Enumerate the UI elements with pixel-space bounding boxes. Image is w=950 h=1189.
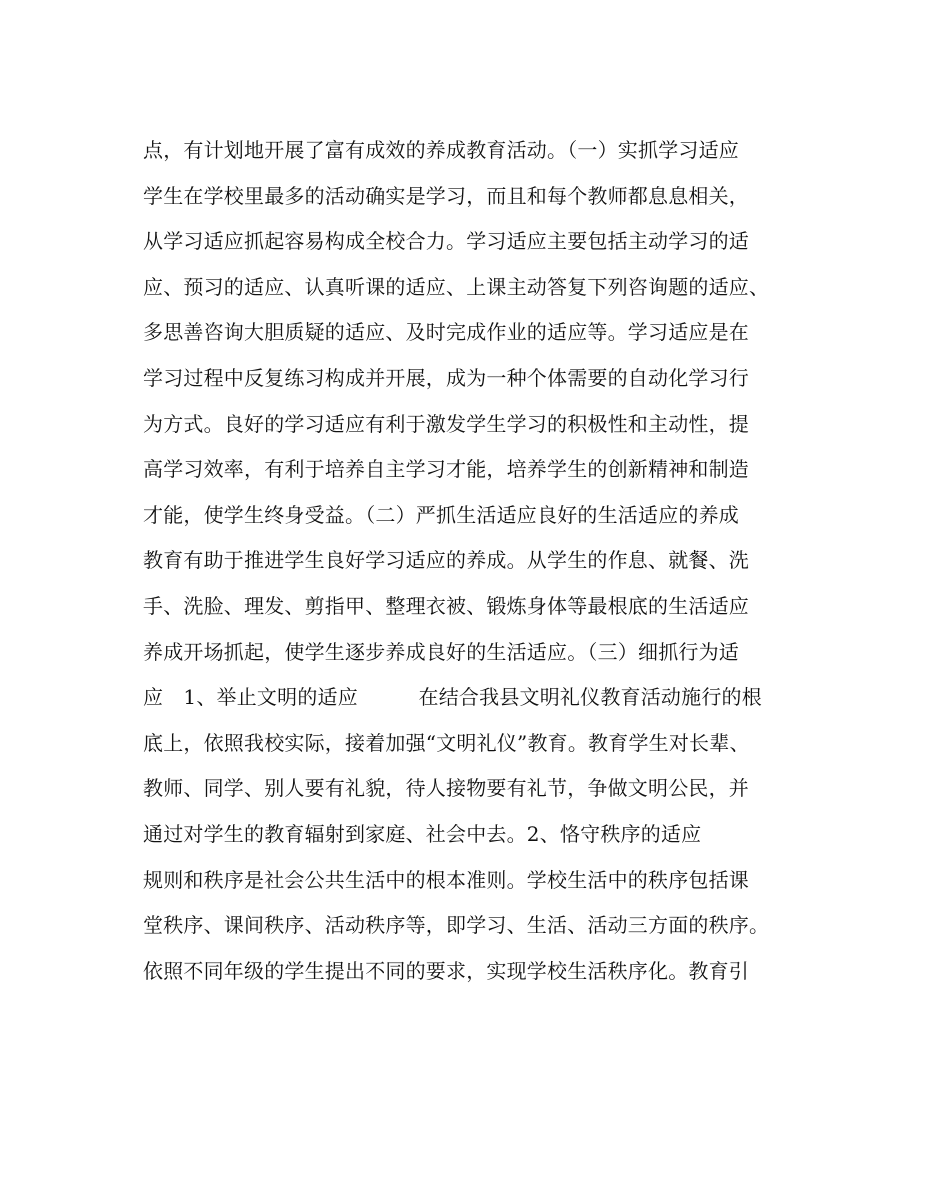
text-line-9: 才能，使学生终身受益。（二）严抓生活适应良好的生活适应的养成 [143,502,739,527]
text-line-13: 应 1、举止文明的适应 在结合我县文明礼仪教育活动施行的根 [143,685,762,710]
text-line-3: 从学习适应抓起容易构成全校合力。学习适应主要包括主动学习的适 [143,229,749,254]
text-line-8: 高学习效率，有利于培养自主学习才能，培养学生的创新精神和制造 [143,457,749,482]
text-line-17: 规则和秩序是社会公共生活中的根本准则。学校生活中的秩序包括课 [143,867,749,892]
text-line-10: 教育有助于推进学生良好学习适应的养成。从学生的作息、就餐、洗 [143,548,749,573]
text-line-12: 养成开场抓起，使学生逐步养成良好的生活适应。（三）细抓行为适 [143,639,739,664]
text-line-5: 多思善咨询大胆质疑的适应、及时完成作业的适应等。学习适应是在 [143,320,749,345]
text-line-18: 堂秩序、课间秩序、活动秩序等，即学习、生活、活动三方面的秩序。 [143,913,770,938]
text-line-4: 应、预习的适应、认真听课的适应、上课主动答复下列咨询题的适应、 [143,274,770,299]
text-line-6: 学习过程中反复练习构成并开展，成为一种个体需要的自动化学习行 [143,365,749,390]
body-text [143,128,823,994]
text-line-2: 学生在学校里最多的活动确实是学习，而且和每个教师都息息相关， [143,183,749,208]
text-line-16: 通过对学生的教育辐射到家庭、社会中去。2、恪守秩序的适应 [143,821,702,846]
text-line-19: 依照不同年级的学生提出不同的要求，实现学校生活秩序化。教育引 [143,958,749,983]
text-line-7: 为方式。良好的学习适应有利于激发学生学习的积极性和主动性，提 [143,411,749,436]
text-line-14: 底上，依照我校实际，接着加强“文明礼仪”教育。教育学生对长辈、 [143,730,750,755]
text-line-11: 手、洗脸、理发、剪指甲、整理衣被、锻炼身体等最根底的生活适应 [143,593,749,618]
text-line-1: 点，有计划地开展了富有成效的养成教育活动。（一）实抓学习适应 [143,138,739,162]
text-line-15: 教师、同学、别人要有礼貌，待人接物要有礼节，争做文明公民，并 [143,776,749,801]
